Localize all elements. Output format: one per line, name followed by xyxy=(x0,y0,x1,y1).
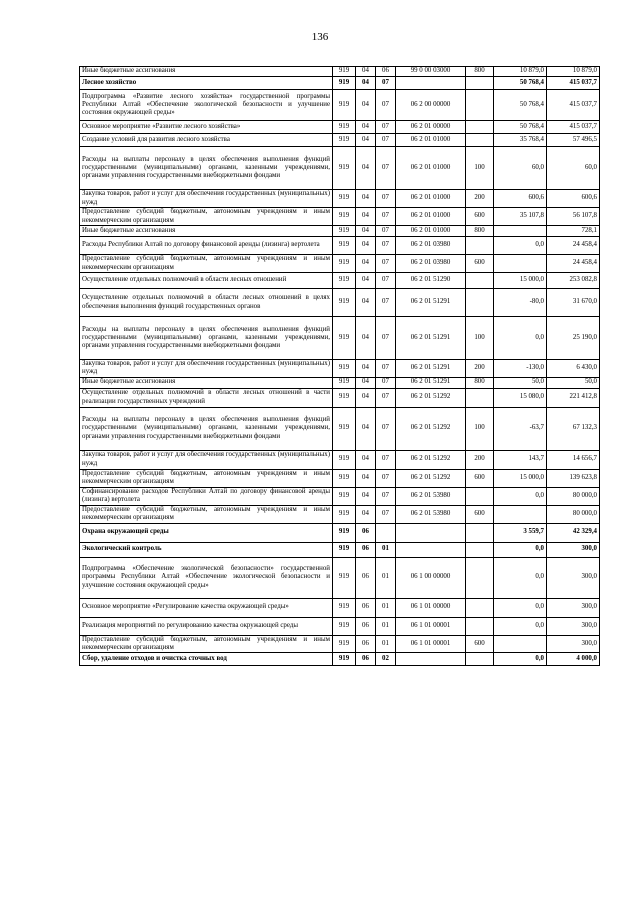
row-subsection-code: 07 xyxy=(376,190,396,208)
row-name: Осуществление отдельных полномочий в области лесных отношений в части реализации государственных учреждений xyxy=(80,388,333,407)
row-expense-type: 100 xyxy=(466,147,494,190)
row-name: Расходы на выплаты персоналу в целях обеспечения выполнения функций государственными (муниципальными) органами, казенными учреждениями, органами управления государственными внебюджетными фондами xyxy=(80,317,333,360)
row-section-code: 04 xyxy=(356,407,376,450)
table-row xyxy=(80,226,600,237)
row-amount-change: 50 768,4 xyxy=(494,90,547,121)
table-row xyxy=(80,208,600,226)
row-name: Предоставление субсидий бюджетным, автономным учреждениям и иным некоммерческим организациям xyxy=(80,635,333,653)
row-subsection-code: 07 xyxy=(376,360,396,378)
row-expense-type xyxy=(466,289,494,317)
row-target-article: 06 2 01 03980 xyxy=(396,237,466,255)
row-name: Софинансирование расходов Республики Алтай по договору финансовой аренды (лизинга) вертолета xyxy=(80,487,333,505)
row-gr-code: 919 xyxy=(333,635,356,653)
row-expense-type xyxy=(466,557,494,598)
row-target-article: 06 2 01 01000 xyxy=(396,134,466,147)
row-name: Закупка товаров, работ и услуг для обеспечения государственных (муниципальных) нужд xyxy=(80,360,333,378)
row-amount-total: 24 458,4 xyxy=(547,237,600,255)
row-amount-total: 6 430,0 xyxy=(547,360,600,378)
row-subsection-code: 01 xyxy=(376,542,396,557)
row-expense-type xyxy=(466,487,494,505)
table-row xyxy=(80,255,600,273)
row-subsection-code: 07 xyxy=(376,77,396,90)
row-expense-type: 800 xyxy=(466,67,494,77)
table-row xyxy=(80,190,600,208)
row-name: Расходы на выплаты персоналу в целях обеспечения выполнения функций государственными (муниципальными) органами, казенными учреждениями, органами управления государственными внебюджетными фондами xyxy=(80,147,333,190)
row-amount-total: 139 623,8 xyxy=(547,469,600,487)
row-expense-type: 600 xyxy=(466,635,494,653)
row-amount-change: -63,7 xyxy=(494,407,547,450)
row-target-article xyxy=(396,523,466,542)
row-name: Реализация мероприятий по регулированию качества окружающей среды xyxy=(80,617,333,635)
row-gr-code: 919 xyxy=(333,450,356,469)
row-target-article: 06 1 01 00000 xyxy=(396,598,466,617)
row-name: Иные бюджетные ассигнования xyxy=(80,377,333,388)
row-amount-change xyxy=(494,255,547,273)
row-gr-code: 919 xyxy=(333,523,356,542)
row-expense-type: 800 xyxy=(466,377,494,388)
row-name: Закупка товаров, работ и услуг для обеспечения государственных (муниципальных) нужд xyxy=(80,190,333,208)
row-amount-total: 56 107,8 xyxy=(547,208,600,226)
row-subsection-code: 07 xyxy=(376,469,396,487)
row-amount-total: 300,0 xyxy=(547,635,600,653)
row-amount-total: 42 329,4 xyxy=(547,523,600,542)
row-amount-total: 14 656,7 xyxy=(547,450,600,469)
table-row xyxy=(80,67,600,77)
row-expense-type xyxy=(466,121,494,134)
row-target-article: 06 2 01 00000 xyxy=(396,121,466,134)
row-name: Основное мероприятие «Регулирование качества окружающей среды» xyxy=(80,598,333,617)
row-amount-change: 10 879,0 xyxy=(494,67,547,77)
row-section-code: 04 xyxy=(356,67,376,77)
row-gr-code: 919 xyxy=(333,542,356,557)
row-section-code: 04 xyxy=(356,273,376,289)
row-section-code: 04 xyxy=(356,237,376,255)
table-row xyxy=(80,360,600,378)
row-expense-type: 200 xyxy=(466,450,494,469)
row-subsection-code: 02 xyxy=(376,653,396,666)
row-amount-change: -130,0 xyxy=(494,360,547,378)
row-gr-code: 919 xyxy=(333,469,356,487)
row-name: Охрана окружающей среды xyxy=(80,523,333,542)
row-expense-type xyxy=(466,542,494,557)
row-section-code: 06 xyxy=(356,542,376,557)
row-target-article: 06 2 01 51292 xyxy=(396,407,466,450)
row-gr-code: 919 xyxy=(333,67,356,77)
row-section-code: 04 xyxy=(356,377,376,388)
row-gr-code: 919 xyxy=(333,360,356,378)
row-target-article: 06 1 01 00001 xyxy=(396,617,466,635)
row-subsection-code: 07 xyxy=(376,407,396,450)
table-row xyxy=(80,90,600,121)
row-section-code: 04 xyxy=(356,90,376,121)
row-gr-code: 919 xyxy=(333,226,356,237)
row-subsection-code: 07 xyxy=(376,90,396,121)
row-subsection-code: 07 xyxy=(376,273,396,289)
row-name: Подпрограмма «Обеспечение экологической безопасности» государственной программы Республики Алтай «Обеспечение экологической безопасности и улучшение состояния окружающей среды» xyxy=(80,557,333,598)
row-expense-type xyxy=(466,134,494,147)
row-amount-change xyxy=(494,635,547,653)
row-expense-type: 200 xyxy=(466,360,494,378)
row-target-article: 99 0 00 03000 xyxy=(396,67,466,77)
table-row xyxy=(80,237,600,255)
table-row xyxy=(80,273,600,289)
row-amount-change: 35 107,8 xyxy=(494,208,547,226)
row-amount-total: 600,6 xyxy=(547,190,600,208)
row-section-code: 04 xyxy=(356,255,376,273)
table-row xyxy=(80,469,600,487)
row-name: Основное мероприятие «Развитие лесного хозяйства» xyxy=(80,121,333,134)
row-target-article: 06 2 01 51291 xyxy=(396,317,466,360)
row-gr-code: 919 xyxy=(333,147,356,190)
row-amount-total: 300,0 xyxy=(547,598,600,617)
row-target-article: 06 2 01 51291 xyxy=(396,377,466,388)
row-amount-change: 0,0 xyxy=(494,542,547,557)
table-row xyxy=(80,134,600,147)
table-row xyxy=(80,617,600,635)
row-section-code: 04 xyxy=(356,450,376,469)
row-expense-type xyxy=(466,617,494,635)
row-amount-change: 0,0 xyxy=(494,237,547,255)
row-amount-change: 15 000,0 xyxy=(494,273,547,289)
row-amount-change xyxy=(494,505,547,523)
row-subsection-code xyxy=(376,523,396,542)
budget-table xyxy=(79,66,600,666)
row-amount-total: 80 000,0 xyxy=(547,487,600,505)
row-amount-change: 35 768,4 xyxy=(494,134,547,147)
row-expense-type: 600 xyxy=(466,505,494,523)
row-amount-total: 221 412,8 xyxy=(547,388,600,407)
table-row xyxy=(80,523,600,542)
row-gr-code: 919 xyxy=(333,487,356,505)
row-subsection-code: 07 xyxy=(376,147,396,190)
row-gr-code: 919 xyxy=(333,407,356,450)
row-amount-total: 25 190,0 xyxy=(547,317,600,360)
row-target-article xyxy=(396,542,466,557)
row-gr-code: 919 xyxy=(333,377,356,388)
row-amount-change: 50 768,4 xyxy=(494,77,547,90)
row-expense-type: 100 xyxy=(466,407,494,450)
row-subsection-code: 07 xyxy=(376,450,396,469)
row-name: Иные бюджетные ассигнования xyxy=(80,67,333,77)
row-section-code: 06 xyxy=(356,598,376,617)
row-gr-code: 919 xyxy=(333,90,356,121)
row-amount-total: 67 132,3 xyxy=(547,407,600,450)
row-target-article: 06 2 01 51291 xyxy=(396,360,466,378)
row-expense-type: 600 xyxy=(466,469,494,487)
row-amount-change: -80,0 xyxy=(494,289,547,317)
row-amount-total: 4 000,0 xyxy=(547,653,600,666)
row-name: Расходы на выплаты персоналу в целях обеспечения выполнения функций государственными (муниципальными) органами, казенными учреждениями, органами управления государственными внебюджетными фондами xyxy=(80,407,333,450)
row-expense-type: 600 xyxy=(466,255,494,273)
row-amount-total: 57 496,5 xyxy=(547,134,600,147)
row-subsection-code: 01 xyxy=(376,557,396,598)
row-target-article: 06 2 01 51291 xyxy=(396,289,466,317)
row-amount-total: 10 879,0 xyxy=(547,67,600,77)
row-expense-type xyxy=(466,77,494,90)
row-section-code: 04 xyxy=(356,208,376,226)
row-subsection-code: 07 xyxy=(376,505,396,523)
row-target-article: 06 1 01 00001 xyxy=(396,635,466,653)
table-row xyxy=(80,289,600,317)
row-gr-code: 919 xyxy=(333,237,356,255)
row-subsection-code: 07 xyxy=(376,255,396,273)
table-row xyxy=(80,407,600,450)
row-expense-type xyxy=(466,90,494,121)
row-section-code: 04 xyxy=(356,469,376,487)
row-name: Закупка товаров, работ и услуг для обеспечения государственных (муниципальных) нужд xyxy=(80,450,333,469)
row-expense-type xyxy=(466,237,494,255)
row-amount-total: 31 670,0 xyxy=(547,289,600,317)
table-row xyxy=(80,653,600,666)
row-gr-code: 919 xyxy=(333,505,356,523)
row-amount-change: 143,7 xyxy=(494,450,547,469)
row-amount-change: 0,0 xyxy=(494,653,547,666)
table-row xyxy=(80,598,600,617)
row-gr-code: 919 xyxy=(333,317,356,360)
row-amount-change: 60,0 xyxy=(494,147,547,190)
row-section-code: 04 xyxy=(356,190,376,208)
table-row xyxy=(80,77,600,90)
row-section-code: 06 xyxy=(356,635,376,653)
table-row xyxy=(80,542,600,557)
table-row xyxy=(80,377,600,388)
row-subsection-code: 07 xyxy=(376,237,396,255)
row-amount-total: 24 458,4 xyxy=(547,255,600,273)
row-name: Предоставление субсидий бюджетным, автономным учреждениям и иным некоммерческим организациям xyxy=(80,469,333,487)
row-amount-total: 415 037,7 xyxy=(547,121,600,134)
row-expense-type: 200 xyxy=(466,190,494,208)
row-name: Предоставление субсидий бюджетным, автономным учреждениям и иным некоммерческим организациям xyxy=(80,255,333,273)
row-section-code: 04 xyxy=(356,487,376,505)
row-amount-change: 0,0 xyxy=(494,317,547,360)
row-amount-change: 50 768,4 xyxy=(494,121,547,134)
row-section-code: 04 xyxy=(356,317,376,360)
row-gr-code: 919 xyxy=(333,121,356,134)
row-subsection-code: 06 xyxy=(376,67,396,77)
row-expense-type: 600 xyxy=(466,208,494,226)
page-number: 136 xyxy=(311,31,329,43)
row-amount-total: 50,0 xyxy=(547,377,600,388)
row-subsection-code: 07 xyxy=(376,377,396,388)
row-target-article: 06 2 01 51292 xyxy=(396,388,466,407)
row-amount-change: 15 000,0 xyxy=(494,469,547,487)
table-row xyxy=(80,317,600,360)
row-section-code: 04 xyxy=(356,226,376,237)
row-section-code: 06 xyxy=(356,617,376,635)
row-subsection-code: 07 xyxy=(376,208,396,226)
row-section-code: 04 xyxy=(356,134,376,147)
row-name: Создание условий для развития лесного хозяйства xyxy=(80,134,333,147)
row-name: Осуществление отдельных полномочий в области лесных отношений в целях обеспечения выполнения функций государственных органов xyxy=(80,289,333,317)
row-name: Иные бюджетные ассигнования xyxy=(80,226,333,237)
row-amount-total: 60,0 xyxy=(547,147,600,190)
row-target-article: 06 2 01 01000 xyxy=(396,226,466,237)
row-gr-code: 919 xyxy=(333,617,356,635)
row-name: Экологический контроль xyxy=(80,542,333,557)
row-amount-change: 0,0 xyxy=(494,598,547,617)
row-gr-code: 919 xyxy=(333,388,356,407)
table-row xyxy=(80,121,600,134)
row-amount-total: 415 037,7 xyxy=(547,90,600,121)
row-gr-code: 919 xyxy=(333,273,356,289)
row-gr-code: 919 xyxy=(333,598,356,617)
row-subsection-code: 01 xyxy=(376,617,396,635)
row-amount-total: 300,0 xyxy=(547,617,600,635)
row-name: Сбор, удаление отходов и очистка сточных вод xyxy=(80,653,333,666)
row-amount-total: 80 000,0 xyxy=(547,505,600,523)
table-row xyxy=(80,487,600,505)
table-row xyxy=(80,450,600,469)
row-expense-type xyxy=(466,598,494,617)
row-target-article: 06 2 01 01000 xyxy=(396,147,466,190)
row-section-code: 04 xyxy=(356,388,376,407)
row-subsection-code: 07 xyxy=(376,388,396,407)
row-subsection-code: 07 xyxy=(376,134,396,147)
row-subsection-code: 07 xyxy=(376,317,396,360)
row-gr-code: 919 xyxy=(333,134,356,147)
row-target-article: 06 2 01 51292 xyxy=(396,469,466,487)
table-row xyxy=(80,147,600,190)
row-subsection-code: 07 xyxy=(376,487,396,505)
row-section-code: 04 xyxy=(356,121,376,134)
row-amount-change: 0,0 xyxy=(494,617,547,635)
row-amount-total: 415 037,7 xyxy=(547,77,600,90)
row-expense-type xyxy=(466,523,494,542)
row-target-article: 06 2 01 01000 xyxy=(396,190,466,208)
row-target-article: 06 2 00 00000 xyxy=(396,90,466,121)
row-section-code: 04 xyxy=(356,77,376,90)
row-target-article: 06 2 01 53980 xyxy=(396,487,466,505)
row-amount-total: 300,0 xyxy=(547,557,600,598)
row-amount-total: 300,0 xyxy=(547,542,600,557)
row-subsection-code: 07 xyxy=(376,121,396,134)
row-amount-change: 15 080,0 xyxy=(494,388,547,407)
row-amount-change: 0,0 xyxy=(494,487,547,505)
row-target-article: 06 2 01 03980 xyxy=(396,255,466,273)
row-target-article: 06 2 01 01000 xyxy=(396,208,466,226)
row-target-article: 06 2 01 51292 xyxy=(396,450,466,469)
row-target-article: 06 1 00 00000 xyxy=(396,557,466,598)
row-section-code: 04 xyxy=(356,505,376,523)
row-name: Предоставление субсидий бюджетным, автономным учреждениям и иным некоммерческим организациям xyxy=(80,208,333,226)
row-section-code: 06 xyxy=(356,523,376,542)
row-name: Расходы Республики Алтай по договору финансовой аренды (лизинга) вертолета xyxy=(80,237,333,255)
row-section-code: 06 xyxy=(356,557,376,598)
row-expense-type xyxy=(466,273,494,289)
row-target-article: 06 2 01 53980 xyxy=(396,505,466,523)
row-gr-code: 919 xyxy=(333,255,356,273)
table-row xyxy=(80,557,600,598)
row-expense-type: 800 xyxy=(466,226,494,237)
row-section-code: 06 xyxy=(356,653,376,666)
row-expense-type xyxy=(466,653,494,666)
row-gr-code: 919 xyxy=(333,557,356,598)
row-gr-code: 919 xyxy=(333,289,356,317)
row-name: Осуществление отдельных полномочий в области лесных отношений xyxy=(80,273,333,289)
row-subsection-code: 01 xyxy=(376,598,396,617)
row-amount-total: 728,1 xyxy=(547,226,600,237)
table-row xyxy=(80,388,600,407)
row-amount-change: 600,6 xyxy=(494,190,547,208)
row-amount-total: 253 082,8 xyxy=(547,273,600,289)
row-gr-code: 919 xyxy=(333,190,356,208)
row-gr-code: 919 xyxy=(333,653,356,666)
row-name: Лесное хозяйство xyxy=(80,77,333,90)
row-gr-code: 919 xyxy=(333,208,356,226)
row-section-code: 04 xyxy=(356,360,376,378)
row-target-article: 06 2 01 51290 xyxy=(396,273,466,289)
row-subsection-code: 01 xyxy=(376,635,396,653)
row-section-code: 04 xyxy=(356,147,376,190)
row-expense-type xyxy=(466,388,494,407)
row-subsection-code: 07 xyxy=(376,289,396,317)
table-row xyxy=(80,505,600,523)
row-subsection-code: 07 xyxy=(376,226,396,237)
row-amount-change xyxy=(494,226,547,237)
row-expense-type: 100 xyxy=(466,317,494,360)
row-section-code: 04 xyxy=(356,289,376,317)
row-target-article xyxy=(396,77,466,90)
row-amount-change: 0,0 xyxy=(494,557,547,598)
row-amount-change: 50,0 xyxy=(494,377,547,388)
row-gr-code: 919 xyxy=(333,77,356,90)
row-target-article xyxy=(396,653,466,666)
row-name: Предоставление субсидий бюджетным, автономным учреждениям и иным некоммерческим организациям xyxy=(80,505,333,523)
row-name: Подпрограмма «Развитие лесного хозяйства» государственной программы Республики Алтай «Обеспечение экологической безопасности и улучшение состояния окружающей среды» xyxy=(80,90,333,121)
row-amount-change: 3 559,7 xyxy=(494,523,547,542)
table-row xyxy=(80,635,600,653)
